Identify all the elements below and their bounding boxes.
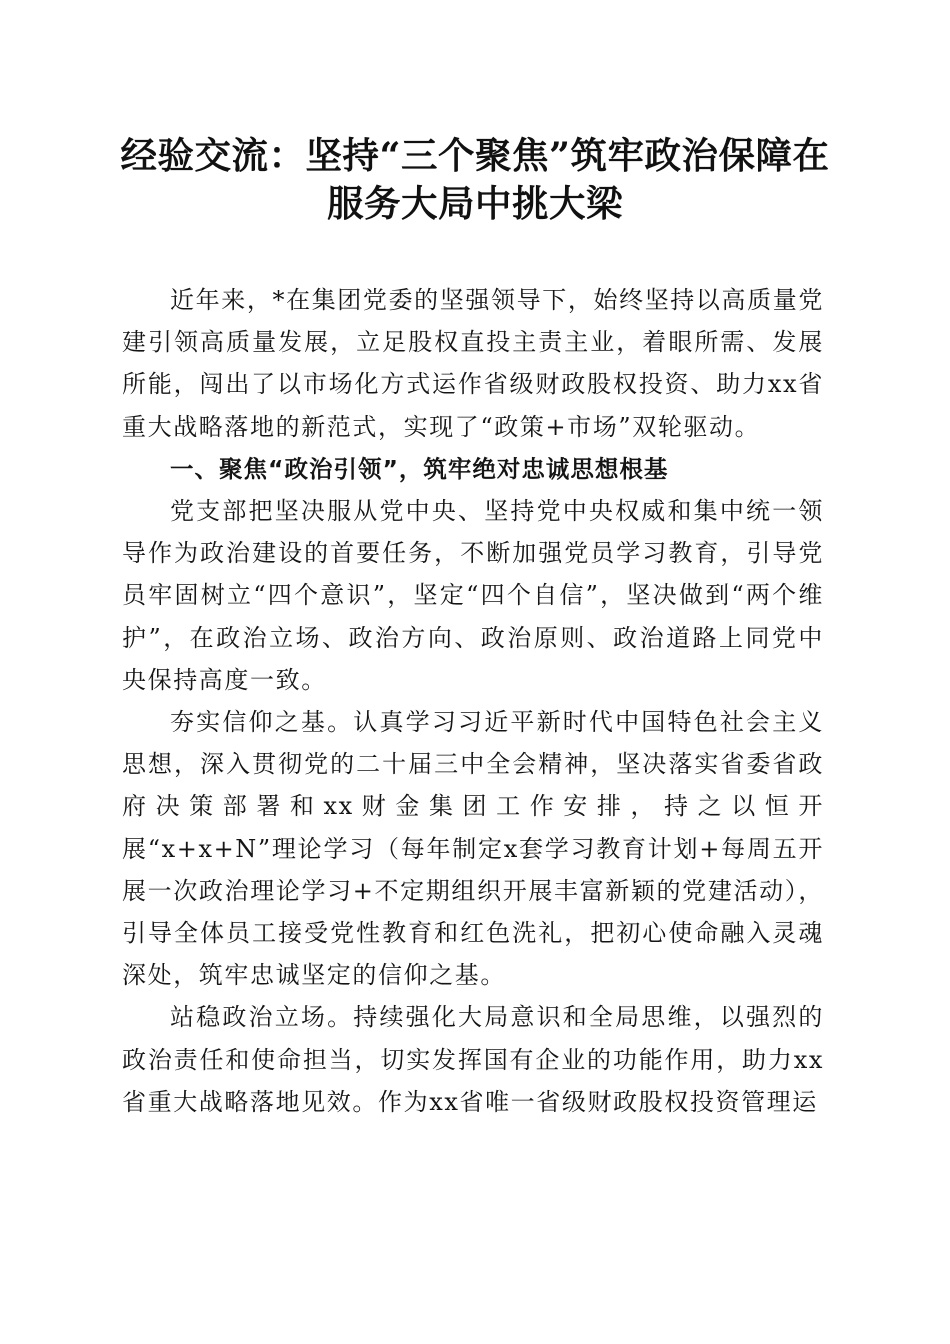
title-line-2: 服务大局中挑大梁 [327,182,623,225]
title-line-1: 经验交流：坚持“三个聚焦”筑牢政治保障在 [120,134,830,177]
body-paragraph-1: 党支部把坚决服从党中央、坚持党中央权威和集中统一领导作为政治建设的首要任务，不断加强党员学习教育，引导党员牢固树立“四个意识”，坚定“四个自信”，坚决做到“两个维护”，在政治立场、政治方向、政治原则、政治道路上同党中央保持高度一致。 [122,497,824,694]
body-paragraph-3: 站稳政治立场。持续强化大局意识和全局思维，以强烈的政治责任和使命担当，切实发挥国有企业的功能作用，助力xx省重大战略落地见效。作为xx省唯一省级财政股权投资管理运 [122,1003,824,1116]
intro-paragraph: 近年来，*在集团党委的坚强领导下，始终坚持以高质量党建引领高质量发展，立足股权直投主责主业，着眼所需、发展所能，闯出了以市场化方式运作省级财政股权投资、助力xx省重大战略落地的新范式，实现了“政策+市场”双轮驱动。 [122,286,824,441]
section-heading-1: 一、聚焦“政治引领”，筑牢绝对忠诚思想根基 [170,454,669,483]
body-paragraph-2: 夯实信仰之基。认真学习习近平新时代中国特色社会主义思想，深入贯彻党的二十届三中全会精神，坚决落实省委省政府决策部署和xx财金集团工作安排，持之以恒开展“x+x+N”理论学习（每年制定x套学习教育计划+每周五开展一次政治理论学习+不定期组织开展丰富新颖的党建活动），引导全体员工接受党性教育和红色洗礼，把初心使命融入灵魂深处，筑牢忠诚坚定的信仰之基。 [122,708,824,990]
document-title [120,132,830,228]
document-body [122,279,824,1123]
